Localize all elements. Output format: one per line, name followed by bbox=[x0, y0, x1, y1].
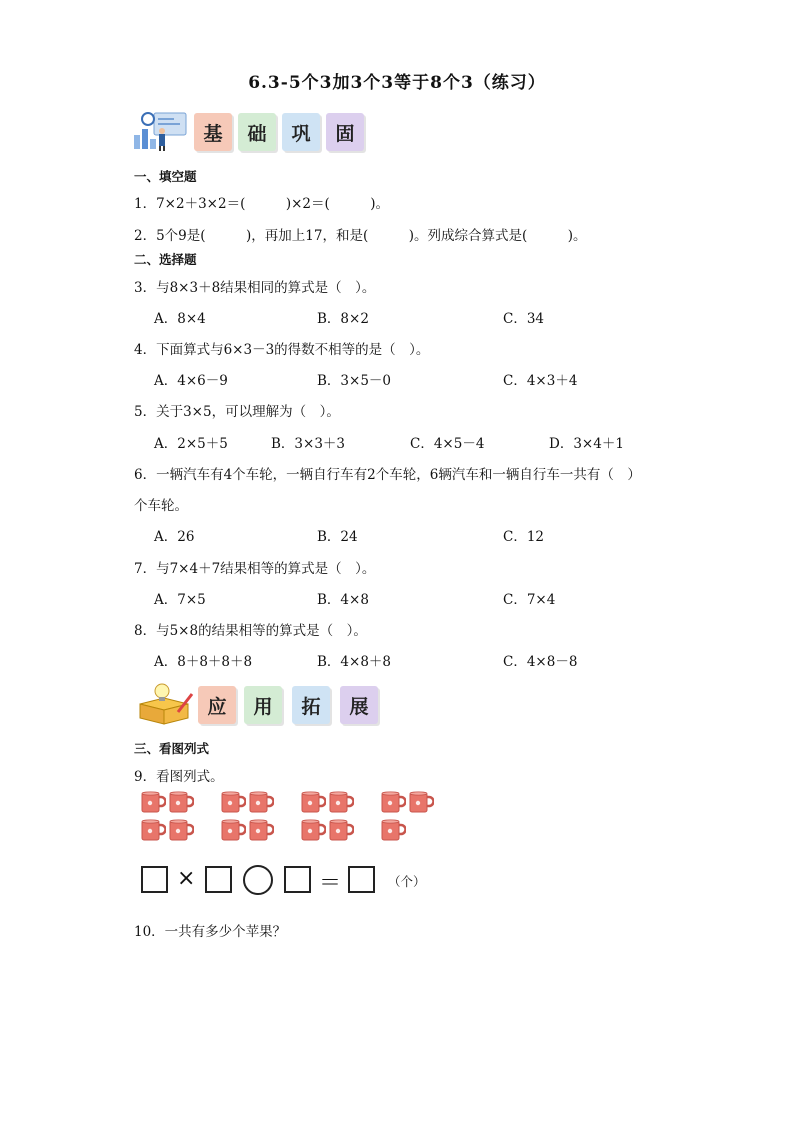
option-a: A．8＋8＋8＋8 bbox=[154, 654, 253, 670]
option-a: A．4×6－9 bbox=[154, 373, 228, 389]
question-1: 1．7×2＋3×2＝( )×2＝( )。 bbox=[134, 196, 390, 212]
mug-icon bbox=[380, 818, 406, 842]
answer-box bbox=[205, 866, 232, 893]
banner-tile: 应 bbox=[198, 686, 236, 724]
unit-label: （个） bbox=[388, 874, 426, 889]
analytics-person-icon bbox=[132, 109, 190, 153]
lightbulb-box-icon bbox=[134, 682, 196, 726]
option-a: A．7×5 bbox=[154, 592, 206, 608]
option-a: A．26 bbox=[154, 529, 195, 545]
banner-tile: 础 bbox=[238, 113, 276, 151]
mug-icon bbox=[140, 790, 166, 814]
question-6-continued: 个车轮。 bbox=[134, 498, 188, 514]
option-c: C．4×3＋4 bbox=[503, 373, 578, 389]
mug-picture bbox=[140, 790, 440, 846]
question-10: 10．一共有多少个苹果？ bbox=[134, 924, 287, 940]
option-b: B．4×8 bbox=[317, 592, 369, 608]
mug-icon bbox=[300, 790, 326, 814]
mug-icon bbox=[168, 790, 194, 814]
mug-icon bbox=[248, 818, 274, 842]
section-banner-application bbox=[134, 686, 394, 724]
mug-icon bbox=[168, 818, 194, 842]
option-a: A．8×4 bbox=[154, 311, 206, 327]
mug-icon bbox=[328, 818, 354, 842]
mug-icon bbox=[300, 818, 326, 842]
question-8: 8．与5×8的结果相等的算式是（ ）。 bbox=[134, 623, 367, 639]
option-b: B．24 bbox=[317, 529, 358, 545]
option-d: D．3×4＋1 bbox=[549, 436, 624, 452]
section-banner-basic bbox=[132, 113, 372, 151]
banner-tile: 用 bbox=[244, 686, 282, 724]
option-b: B．8×2 bbox=[317, 311, 369, 327]
banner-tile: 固 bbox=[326, 113, 364, 151]
answer-box bbox=[348, 866, 375, 893]
banner-tile: 基 bbox=[194, 113, 232, 151]
question-4: 4．下面算式与6×3－3的得数不相等的是（ ）。 bbox=[134, 342, 430, 358]
mug-icon bbox=[408, 790, 434, 814]
mug-icon bbox=[328, 790, 354, 814]
answer-box bbox=[284, 866, 311, 893]
banner-tile: 巩 bbox=[282, 113, 320, 151]
mug-icon bbox=[220, 790, 246, 814]
question-7: 7．与7×4＋7结果相等的算式是（ ）。 bbox=[134, 561, 376, 577]
mug-icon bbox=[248, 790, 274, 814]
banner-tile: 展 bbox=[340, 686, 378, 724]
banner-tile: 拓 bbox=[292, 686, 330, 724]
option-b: B．3×3＋3 bbox=[271, 436, 345, 452]
section-heading: 二、选择题 bbox=[134, 252, 197, 267]
question-5: 5．关于3×5，可以理解为（ ）。 bbox=[134, 404, 340, 420]
mug-icon bbox=[220, 818, 246, 842]
option-c: C．7×4 bbox=[503, 592, 556, 608]
option-c: C．4×8－8 bbox=[503, 654, 578, 670]
section-heading: 一、填空题 bbox=[134, 169, 197, 184]
question-6: 6．一辆汽车有4个车轮，一辆自行车有2个车轮，6辆汽车和一辆自行车一共有（ ） bbox=[134, 467, 641, 483]
option-b: B．3×5－0 bbox=[317, 373, 391, 389]
section-heading: 三、看图列式 bbox=[134, 741, 210, 756]
equals-sign: ＝ bbox=[319, 871, 342, 896]
option-c: C．34 bbox=[503, 311, 545, 327]
question-3: 3．与8×3＋8结果相同的算式是（ ）。 bbox=[134, 280, 376, 296]
option-b: B．4×8＋8 bbox=[317, 654, 391, 670]
mug-icon bbox=[140, 818, 166, 842]
question-9: 9．看图列式。 bbox=[134, 769, 224, 785]
option-c: C．4×5－4 bbox=[410, 436, 485, 452]
option-c: C．12 bbox=[503, 529, 545, 545]
answer-box bbox=[141, 866, 168, 893]
times-sign: × bbox=[177, 866, 196, 891]
option-a: A．2×5＋5 bbox=[154, 436, 228, 452]
operator-circle bbox=[243, 865, 273, 895]
question-2: 2．5个9是( )，再加上17，和是( )。列成综合算式是( )。 bbox=[134, 228, 587, 244]
page-title: 6.3-5个3加3个3等于8个3（练习） bbox=[248, 73, 546, 93]
mug-icon bbox=[380, 790, 406, 814]
